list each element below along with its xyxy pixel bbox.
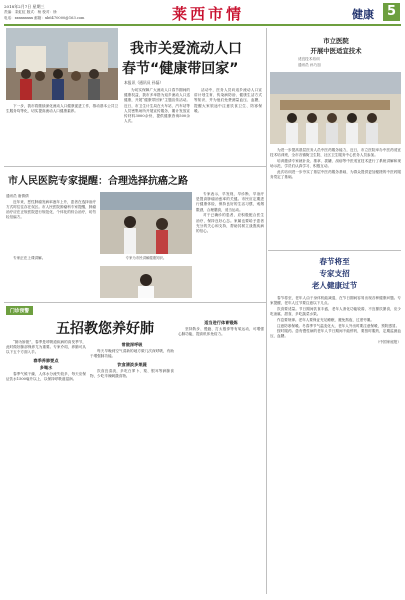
main-article-para: 活动中，医务人员向返乡流动人口宣讲计划生育、传染病防治、健康生活方式等知识，并为他们免费测量血压、血糖，提醒大家旅途中注意饮食卫生、防寒保暖。: [194, 88, 262, 113]
main-article-photo: [6, 28, 118, 100]
doctor-subhead: 春季养肺要点: [33, 357, 59, 363]
side-article-body: [270, 148, 401, 248]
side-article-para: 此次培训进一步夯实了基层中医药服务基础，为群众提供更加便捷的中医药服务奠定了基础。: [270, 169, 401, 180]
editor-line: 责编：栾虹虹 版式：杨 校对：徐: [4, 10, 57, 14]
section-divider: [4, 302, 266, 303]
side-article-title-2: 开展中医适宜技术: [310, 47, 362, 55]
photo-news-byline: 通讯员 唐倩倩: [6, 194, 29, 198]
main-article-para: 下一步，我市将继续深化流动人口健康促进工作，推动基本公共卫生服务均等化，切实提高流动人口健康素养。: [6, 104, 118, 114]
doctor-column-para: 饮食宜清淡，多吃白萝卜、梨、银耳等润肺食物，少吃辛辣刺激食物。: [90, 368, 174, 379]
spring-column-para: 注意防寒保暖。冬春季节气温变化大，老年人外出时要注意保暖，预防感冒。: [277, 323, 400, 328]
section-divider: [4, 166, 266, 167]
side-article-byline: 通讯员 孙乃加: [298, 63, 321, 67]
doctor-column-para: 坚持散步、慢跑、打太极拳等有氧运动，可增强心肺功能，提高机体免疫力。: [178, 327, 264, 337]
photo-news-para: 对于已确诊的患者，应积极配合医生治疗，保持良好心态。家属也要给予患者充分的关心和支持，帮助其树立战胜疾病的信心。: [196, 213, 264, 233]
photo-news-body: [6, 194, 96, 252]
doctor-column-body-col3: [178, 318, 264, 594]
spring-column-para: 春节将至，老年人由于身体机能减退，在节日期间容易出现各种健康问题。专家提醒，老年人过节要注意以下几点。: [270, 296, 401, 306]
side-article-photo: [270, 72, 401, 144]
spring-column-para: 作息要规律。老年人要保证充足睡眠，避免熬夜、过度劳累。: [277, 317, 375, 322]
side-article-title-3: 适宜技术培训: [298, 57, 320, 61]
email-line: 电话：xxxxxxxxx 邮箱：xb6470000@163.com: [4, 16, 85, 20]
main-article-para: 为切实保障广大流动人口春节期间的健康权益，我市多举措为返乡流动人口送健康，开展“健康带回家”主题宣传活动。近日，市卫生计生局在火车站、汽车站等人员密集场所开展宣传服务，累计发放宣传材料3000余份，提供健康咨询500余人次。: [124, 88, 190, 124]
page-number: 5: [386, 4, 397, 19]
photo-news-body-col3: [6, 256, 96, 296]
photo-news-para: 近年来，恶性肿瘤发病率逐年上升，患者在选择治疗方式时往往存在误区。市人民医院肿瘤科专家提醒，肿瘤治疗应在正规医院进行规范化、个体化的综合治疗，切勿轻信偏方。: [6, 199, 96, 220]
classroom-photo-image: [270, 72, 401, 144]
doctor-subhead: 常做深呼吸: [121, 342, 143, 347]
section-name: 健康: [352, 8, 374, 21]
side-article-para: 培训邀请专家就针灸、推拿、拔罐、刮痧等中医适宜技术进行了系统讲解和现场示范，学员们认真学习、积极互动。: [270, 158, 401, 169]
photo-news-caption: 专家为市民讲解健康知识。: [125, 256, 167, 260]
section-divider: [268, 250, 401, 251]
logo-text: 莱西市情: [172, 5, 245, 23]
doctor-column-para: 每天早晚到空气清新的地方做几次深呼吸，有助于增强肺功能。: [90, 349, 174, 359]
main-article-title-2: 春节“健康带回家”: [122, 61, 239, 77]
doctor-column-label: 门诊预警: [10, 309, 30, 314]
masthead: [0, 0, 405, 26]
doctor-subhead: 多喝水: [39, 364, 53, 370]
main-article-byline: 本报讯（通讯员 孙磊）: [124, 80, 164, 85]
side-article-para: 为进一步提高基层医务人员中医药服务能力，近日，市立医院举办中医药适宜技术培训班，全市各镇街卫生院、社区卫生服务中心医务人员参加。: [270, 148, 401, 158]
photo-news-caption-2: 专家正在上课讲解。: [13, 256, 46, 260]
spring-column-body: [270, 296, 401, 594]
lecture-photo-image: [100, 192, 192, 254]
doctor-column-body: [6, 340, 86, 594]
main-article-title-1: 我市关爱流动人口: [130, 41, 242, 57]
doctor-column-para: “肺为娇脏”，春季是呼吸道疾病的高发季节，此时做好肺部保养尤为重要。专家介绍，养肺可从以下五个方面入手。: [6, 340, 86, 355]
date-line: 2018年2月7日 星期三: [4, 4, 45, 9]
doctor-column-title: 五招教您养好肺: [56, 321, 154, 337]
main-article-body-col2: [194, 88, 262, 160]
side-article-title-1: 市立医院: [323, 37, 349, 45]
masthead-rule: [4, 24, 401, 26]
doctor-column-para: 春季气候干燥，人体水分流失较多，每天应保证饮水1500毫升以上，以保持呼吸道湿润。: [6, 372, 86, 382]
spring-column-title-1: 春节将至: [319, 257, 350, 266]
spring-column-footer: （中国家庭报）: [375, 340, 401, 345]
doctor-photo-image: [100, 266, 192, 298]
spring-column-para: 饮食要适量。节日期间饮食丰盛，老年人消化功能较弱，不宜暴饮暴食，应少吃油腻、甜食，多吃蔬菜水果。: [270, 306, 401, 317]
main-article-body: [124, 88, 190, 160]
crowd-photo-image: [6, 28, 118, 100]
photo-news-image: [100, 192, 192, 254]
photo-news-image-2: [100, 266, 192, 298]
doctor-column-body-col2: [90, 340, 174, 594]
column-divider: [266, 28, 267, 594]
page-number-badge: [383, 3, 400, 21]
spring-column-title-3: 老人健康过节: [311, 281, 358, 290]
doctor-column-label-box: [6, 306, 33, 315]
photo-news-para: 专家表示，早发现、早诊断、早治疗是提高肿瘤治愈率的关键。市民应定期进行健康体检，保持良好的生活习惯，戒烟限酒，合理膳食，适当运动。: [196, 192, 264, 212]
main-article-body-col3: [6, 104, 118, 160]
doctor-subhead: 饮食清淡多果蔬: [117, 361, 147, 367]
doctor-subhead: 适当进行体育锻炼: [204, 320, 238, 325]
spring-column-para: 按时服药。患有慢性病的老年人节日期间不能停药，要按时服药，定期监测血压、血糖。: [270, 329, 401, 339]
photo-news-title: 市人民医院专家提醒：合理选择抗癌之路: [8, 176, 188, 187]
spring-column-title-2: 专家支招: [319, 269, 350, 278]
photo-news-body-col2: [196, 192, 264, 292]
